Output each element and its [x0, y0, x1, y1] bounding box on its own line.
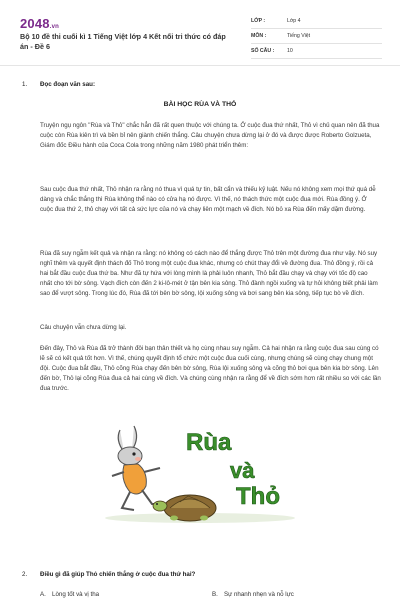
meta-value: Tiếng Việt	[287, 33, 311, 39]
passage-title: BÀI HỌC RÙA VÀ THỎ	[163, 101, 237, 108]
meta-table	[251, 14, 382, 59]
rua-va-tho-illustration	[100, 420, 300, 524]
question-prompt: Điều gì đã giúp Thỏ chiến thắng ở cuộc đua thứ hai?	[40, 571, 196, 578]
question-prompt: Đọc đoạn văn sau:	[40, 81, 96, 88]
option-text: Sự nhanh nhẹn và nỗ lực	[224, 591, 294, 598]
meta-label: MÔN :	[251, 33, 267, 39]
answer-option-a[interactable]	[40, 591, 99, 598]
meta-value: Lớp 4	[287, 18, 301, 24]
option-text: Lòng tốt và vị tha	[52, 591, 100, 598]
meta-row-count	[251, 44, 382, 59]
passage-paragraph: Truyện ngụ ngôn "Rùa và Thỏ" chắc hẳn đã rất quen thuộc với chúng ta. Ở cuộc đua thứ nhất, Thỏ vì chủ quan nên đã thua cuộc còn Rùa kiên trì và bền bỉ nên giành chiến thắng. Câu chuyện chưa dừng lại ở đó và được được Roberto Golzueta, Giám đốc Điều hành của Coca Cola trong những năm 1980 phát triển thêm:	[40, 122, 380, 149]
question-number: 2.	[22, 571, 28, 578]
page-header	[0, 0, 400, 66]
question-1-heading	[22, 81, 95, 88]
passage-paragraph: Đến đây, Thỏ và Rùa đã trở thành đôi bạn thân thiết và họ cùng nhau suy ngẫm. Cả hai nhận ra rằng cuộc đua sau cùng có lẽ sẽ có kết quả tốt hơn. Vì thế, chúng quyết định tổ chức một cuộc đua cuối cùng, nhưng chúng sẽ cùng chạy chung một đội. Cuộc đua bắt đầu, Thỏ cõng Rùa chạy đến bên bờ sông, Rùa lội xuống sông và cõng thỏ bơi qua bên kia bờ sông. Lên đến bờ, Thỏ lại cõng Rùa đua cả hai cùng về đích. Và chúng cùng nhận ra rằng để về đích sớm hơn rất nhiều so với các lần đua trước.	[40, 345, 381, 392]
meta-label: SỐ CÂU :	[251, 48, 275, 54]
logo-text: 2048	[20, 16, 50, 31]
meta-label: LỚP :	[251, 18, 266, 24]
option-letter: B.	[212, 591, 218, 598]
meta-row-class	[251, 14, 382, 29]
logo-suffix: .vn	[49, 24, 60, 30]
passage-paragraph: Sau cuộc đua thứ nhất, Thỏ nhận ra rằng nó thua vì quá tự tin, bất cẩn và thiếu kỷ luật. Nếu nó không xem mọi thứ quá dễ dàng và chắc thắng thì Rùa không thể nào có cửa hạ nó được. Vì thế, nó thách thức một cuộc đua mới. Rùa đồng ý. Ở cuộc đua thứ 2, thỏ chạy với tất cả sức lực của nó và chạy liên một mạch về đích. Nó bỏ xa Rùa đến mấy dặm đường.	[40, 186, 376, 213]
meta-value: 10	[287, 48, 293, 54]
illustration-word: Thỏ	[236, 483, 280, 510]
option-letter: A.	[40, 591, 46, 598]
answer-option-b[interactable]	[212, 591, 294, 598]
passage-paragraph: Câu chuyện vẫn chưa dừng lại.	[40, 324, 127, 331]
meta-row-subject	[251, 29, 382, 44]
illustration-word: Rùa	[186, 429, 232, 456]
site-logo[interactable]	[20, 16, 59, 31]
passage-paragraph: Rùa đã suy ngẫm kết quả và nhận ra rằng: nó không có cách nào để thắng được Thỏ trên một đường đua như vậy. Nó suy nghĩ thêm và quyết định thách đố Thỏ trong một cuộc đua khác, nhưng có chút thay đổi về đường đua. Thỏ đồng ý, rồi cả hai bắt đầu cuộc đua thứ ba. Như đã tự hứa với lòng mình là phải luôn nhanh, Thỏ bắt đầu chạy và chạy với tốc độ cao nhất cho tới bờ sông. Vạch đích còn đến 2 ki-lô-mét ở tận bên kia sông. Thỏ đành ngồi xuống và tự hỏi không biết phải làm sao để vượt sông. Trong lúc đó, Rùa đã tới bên bờ sông, lội xuống sông và bơi sang bên kia sông, tiếp tục bò về đích.	[40, 250, 378, 297]
question-2-heading	[22, 571, 195, 578]
illustration-word: và	[230, 458, 255, 483]
rabbit-figure	[112, 426, 160, 510]
question-number: 1.	[22, 81, 28, 88]
document-title: Bộ 10 đề thi cuối kì 1 Tiếng Việt lớp 4 Kết nối tri thức có đáp án - Đề 6	[20, 32, 226, 51]
